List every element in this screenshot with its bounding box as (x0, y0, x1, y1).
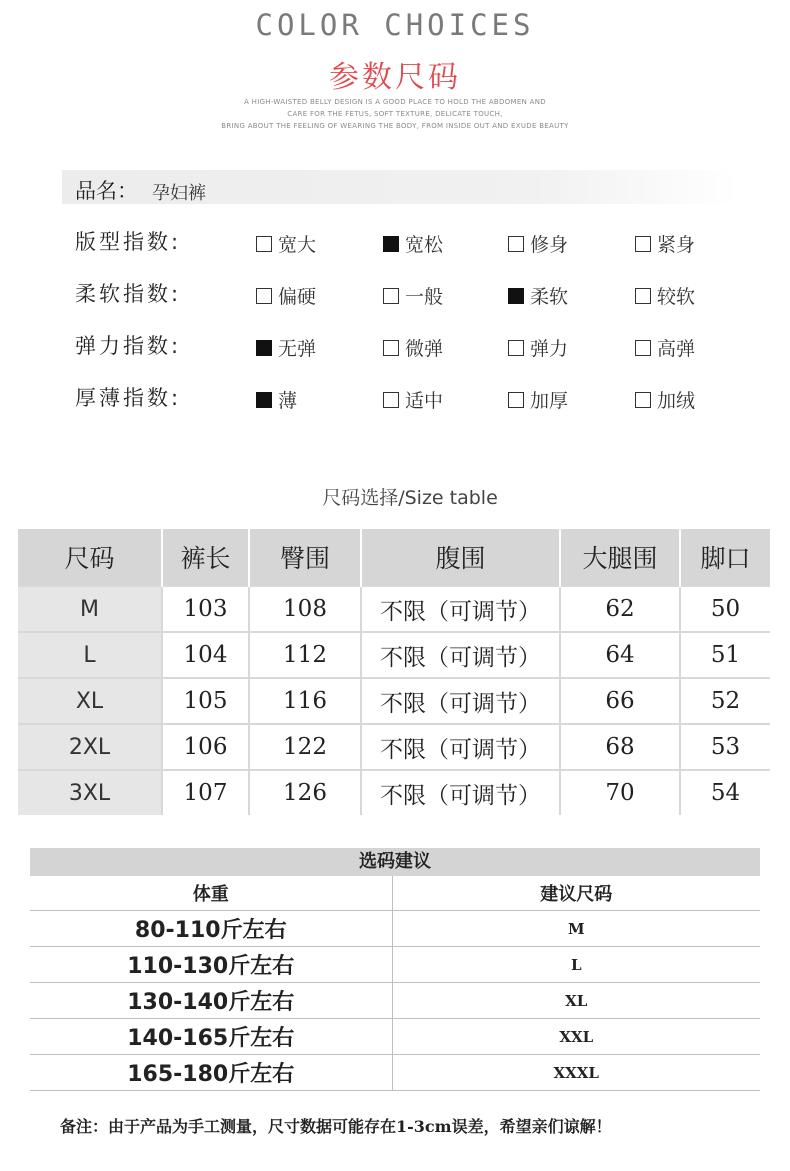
attribute-option (635, 334, 695, 361)
unchecked-box-icon (635, 288, 651, 304)
attribute-option-label: 微弹 (405, 338, 444, 360)
recommendation-table-body (30, 911, 760, 1091)
attribute-option (256, 334, 316, 361)
tagline-line-2: CARE FOR THE FETUS, SOFT TEXTURE, DELICATE TOUCH, (287, 110, 503, 118)
unchecked-box-icon (383, 340, 399, 356)
attribute-option-label: 弹力 (530, 338, 569, 360)
measurement-cell: 116 (249, 678, 361, 724)
size-table-caption: 尺码选择/Size table (322, 487, 498, 509)
recommendation-header-weight: 体重 (30, 876, 392, 911)
attribute-option-label: 宽大 (278, 234, 317, 256)
attribute-label: 弹力指数: (75, 334, 182, 358)
size-table-row (18, 678, 770, 724)
size-table-row (18, 724, 770, 770)
measurement-cell: 68 (560, 724, 680, 770)
attribute-option-label: 加厚 (530, 390, 569, 412)
measurement-cell: 50 (680, 586, 770, 632)
recommendation-row (30, 1055, 760, 1091)
attribute-option (635, 230, 695, 257)
footnote: 备注：由于产品为手工测量，尺寸数据可能存在1-3cm误差，希望亲们谅解！ (60, 1117, 612, 1136)
attribute-option (635, 282, 695, 309)
attribute-option-label: 紧身 (657, 234, 696, 256)
attribute-option (508, 282, 568, 309)
recommendation-row (30, 911, 760, 947)
measurement-cell: 54 (680, 770, 770, 815)
size-cell: M (18, 586, 162, 632)
attribute-option (256, 230, 316, 257)
unchecked-box-icon (508, 236, 524, 252)
tagline-line-3: BRING ABOUT THE FEELING OF WEARING THE BODY, FROM INSIDE OUT AND EXUDE BEAUTY (221, 122, 569, 130)
checked-box-icon (256, 340, 272, 356)
size-table-body (18, 586, 770, 815)
measurement-cell: 112 (249, 632, 361, 678)
attribute-option (383, 334, 443, 361)
size-header-size: 尺码 (18, 529, 162, 586)
attribute-label: 版型指数: (75, 230, 182, 254)
recommendation-row (30, 983, 760, 1019)
recommendation-header-row (30, 876, 760, 911)
recommendation-header-size: 建议尺码 (392, 876, 760, 911)
recommendation-table (30, 876, 760, 1091)
measurement-cell: 106 (162, 724, 249, 770)
size-table-header-row (18, 529, 770, 586)
size-table-row (18, 632, 770, 678)
weight-cell: 80-110斤左右 (30, 911, 392, 947)
unchecked-box-icon (256, 288, 272, 304)
unchecked-box-icon (383, 288, 399, 304)
measurement-cell: 52 (680, 678, 770, 724)
size-table-row (18, 770, 770, 815)
measurement-cell: 105 (162, 678, 249, 724)
attribute-option (383, 282, 443, 309)
attribute-option (383, 230, 443, 257)
suggested-size-cell: XXL (392, 1019, 760, 1055)
measurement-cell: 不限（可调节） (361, 724, 560, 770)
size-header-hip: 臀围 (249, 529, 361, 586)
product-value: 孕妇裤 (152, 183, 206, 204)
weight-cell: 130-140斤左右 (30, 983, 392, 1019)
checked-box-icon (508, 288, 524, 304)
weight-cell: 140-165斤左右 (30, 1019, 392, 1055)
measurement-cell: 104 (162, 632, 249, 678)
attribute-option (508, 334, 568, 361)
weight-cell: 165-180斤左右 (30, 1055, 392, 1091)
unchecked-box-icon (635, 392, 651, 408)
attribute-option-label: 柔软 (530, 286, 569, 308)
unchecked-box-icon (635, 236, 651, 252)
size-cell: 3XL (18, 770, 162, 815)
attribute-option-label: 修身 (530, 234, 569, 256)
attribute-option (256, 386, 297, 413)
attribute-option (508, 386, 568, 413)
attribute-option-label: 薄 (278, 390, 298, 412)
measurement-cell: 107 (162, 770, 249, 815)
size-table (18, 529, 770, 815)
size-cell: L (18, 632, 162, 678)
checked-box-icon (256, 392, 272, 408)
measurement-cell: 64 (560, 632, 680, 678)
product-label: 品名： (75, 179, 138, 203)
size-header-waist: 腹围 (361, 529, 560, 586)
checked-box-icon (383, 236, 399, 252)
suggested-size-cell: XXXL (392, 1055, 760, 1091)
measurement-cell: 51 (680, 632, 770, 678)
tagline-line-1: A HIGH-WAISTED BELLY DESIGN IS A GOOD PLACE TO HOLD THE ABDOMEN AND (244, 98, 546, 106)
measurement-cell: 不限（可调节） (361, 770, 560, 815)
unchecked-box-icon (383, 392, 399, 408)
attribute-option-label: 高弹 (657, 338, 696, 360)
measurement-cell: 不限（可调节） (361, 678, 560, 724)
size-cell: XL (18, 678, 162, 724)
title-chinese: 参数尺码 (329, 60, 461, 95)
measurement-cell: 不限（可调节） (361, 632, 560, 678)
attribute-option (508, 230, 568, 257)
recommendation-title: 选码建议 (30, 848, 760, 876)
attribute-label: 厚薄指数: (75, 386, 182, 410)
measurement-cell: 62 (560, 586, 680, 632)
unchecked-box-icon (256, 236, 272, 252)
attribute-option-label: 一般 (405, 286, 444, 308)
unchecked-box-icon (635, 340, 651, 356)
unchecked-box-icon (508, 340, 524, 356)
measurement-cell: 70 (560, 770, 680, 815)
attribute-option-label: 偏硬 (278, 286, 317, 308)
measurement-cell: 122 (249, 724, 361, 770)
attribute-label: 柔软指数: (75, 282, 182, 306)
attribute-option-label: 宽松 (405, 234, 444, 256)
attribute-option (383, 386, 443, 413)
measurement-cell: 66 (560, 678, 680, 724)
size-table-row (18, 586, 770, 632)
measurement-cell: 103 (162, 586, 249, 632)
recommendation-row (30, 1019, 760, 1055)
suggested-size-cell: M (392, 911, 760, 947)
recommendation-row (30, 947, 760, 983)
weight-cell: 110-130斤左右 (30, 947, 392, 983)
unchecked-box-icon (508, 392, 524, 408)
measurement-cell: 108 (249, 586, 361, 632)
attribute-option (635, 386, 695, 413)
attribute-option-label: 较软 (657, 286, 696, 308)
measurement-cell: 126 (249, 770, 361, 815)
attribute-option (256, 282, 316, 309)
measurement-cell: 53 (680, 724, 770, 770)
measurement-cell: 不限（可调节） (361, 586, 560, 632)
attribute-option-label: 无弹 (278, 338, 317, 360)
title-english: COLOR CHOICES (255, 8, 535, 42)
size-header-length: 裤长 (162, 529, 249, 586)
size-header-leg-opening: 脚口 (680, 529, 770, 586)
size-cell: 2XL (18, 724, 162, 770)
suggested-size-cell: XL (392, 983, 760, 1019)
attribute-option-label: 加绒 (657, 390, 696, 412)
suggested-size-cell: L (392, 947, 760, 983)
attribute-option-label: 适中 (405, 390, 444, 412)
size-header-thigh: 大腿围 (560, 529, 680, 586)
